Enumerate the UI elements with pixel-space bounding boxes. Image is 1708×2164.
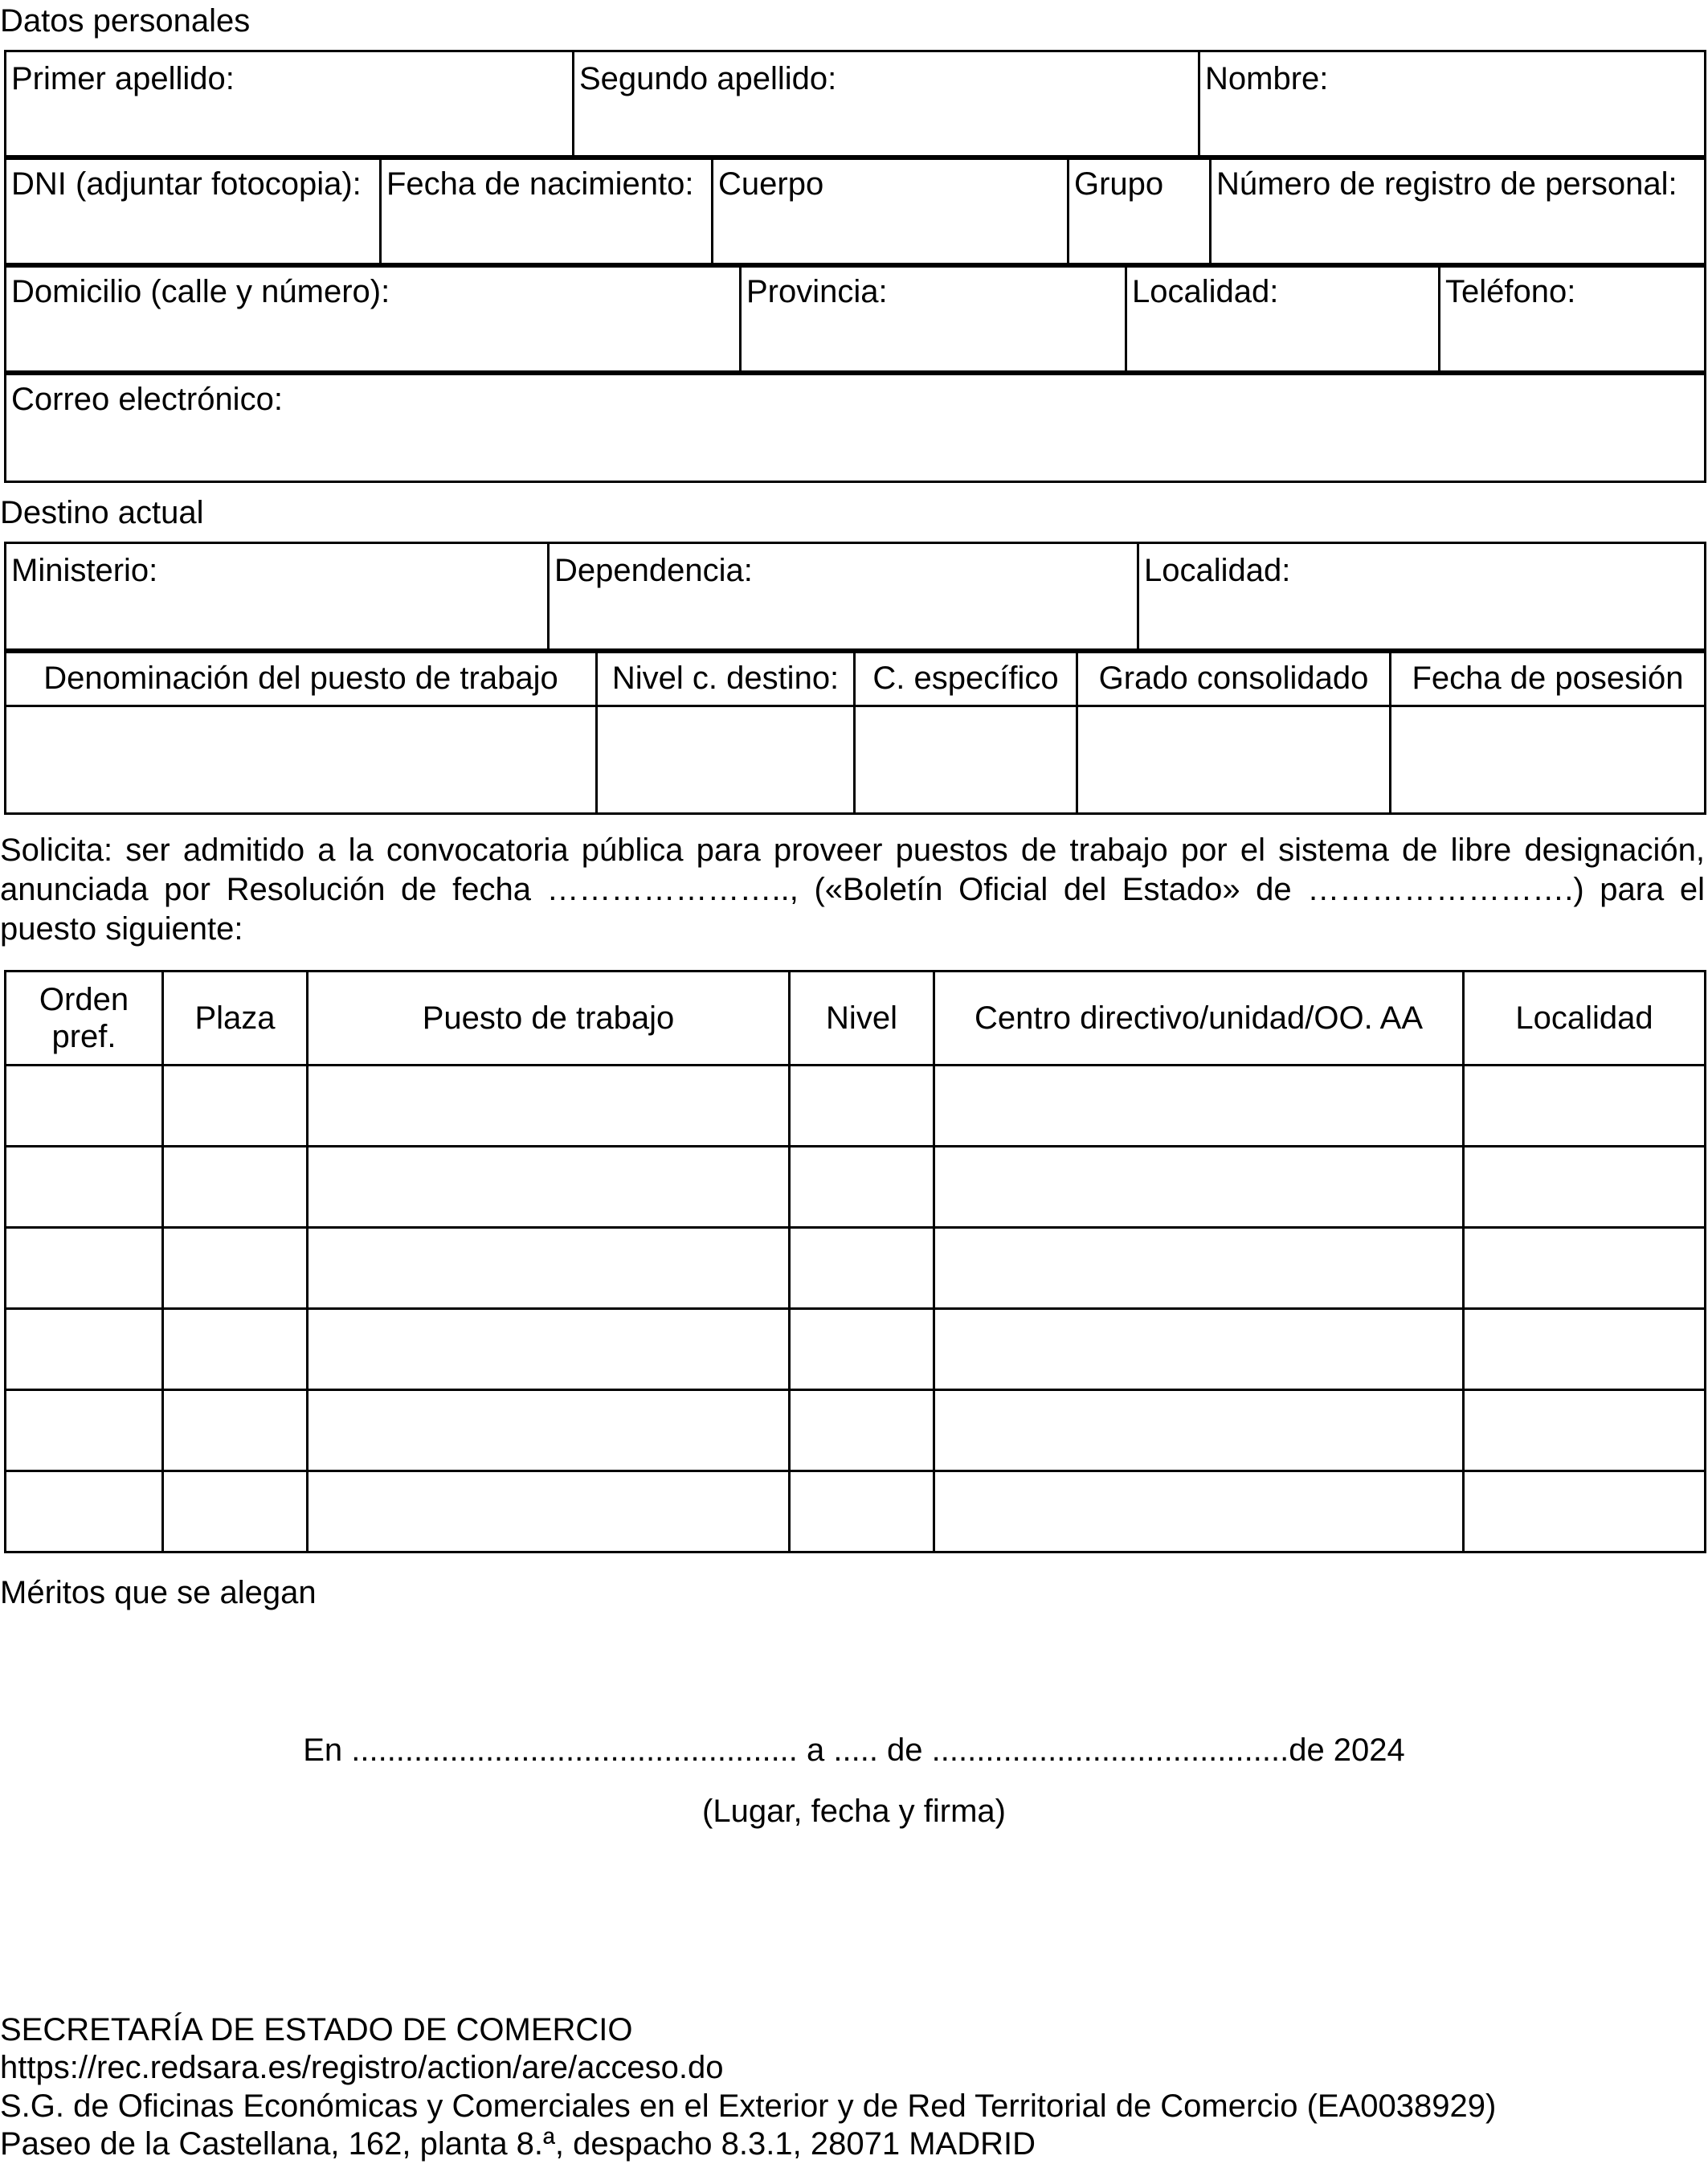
localidad-cell[interactable] xyxy=(1464,1471,1706,1552)
nivel-cell[interactable] xyxy=(790,1309,934,1390)
centro-cell[interactable] xyxy=(934,1390,1464,1471)
orden-cell[interactable] xyxy=(6,1066,163,1147)
plaza-cell[interactable] xyxy=(163,1066,308,1147)
centro-cell[interactable] xyxy=(934,1309,1464,1390)
section-title-destino-actual: Destino actual xyxy=(0,495,204,530)
centro-cell[interactable] xyxy=(934,1147,1464,1228)
puestos-table xyxy=(4,970,1706,1553)
col-nivel: Nivel xyxy=(790,972,934,1066)
nombre-field[interactable] xyxy=(1199,51,1706,159)
plaza-cell[interactable] xyxy=(163,1228,308,1309)
provincia-label: Provincia: xyxy=(746,274,888,309)
puesto-cell[interactable] xyxy=(308,1471,790,1552)
col-puesto: Puesto de trabajo xyxy=(308,972,790,1066)
centro-cell[interactable] xyxy=(934,1228,1464,1309)
col-especifico: C. específico xyxy=(855,650,1077,706)
centro-cell[interactable] xyxy=(934,1471,1464,1552)
datos-personales-row-4 xyxy=(4,370,1706,483)
datos-personales-row-1 xyxy=(4,50,1706,160)
localidad-field[interactable] xyxy=(1126,264,1440,374)
nivel-cell[interactable] xyxy=(790,1471,934,1552)
dependencia-field[interactable] xyxy=(549,543,1138,652)
table-row xyxy=(6,1147,1706,1228)
dni-label: DNI (adjuntar fotocopia): xyxy=(11,166,362,202)
primer-apellido-field[interactable] xyxy=(6,51,574,159)
puesto-cell[interactable] xyxy=(308,1066,790,1147)
puesto-cell[interactable] xyxy=(308,1228,790,1309)
correo-field[interactable] xyxy=(6,372,1706,482)
grupo-field[interactable] xyxy=(1069,157,1211,267)
dni-field[interactable] xyxy=(6,157,381,267)
plaza-cell[interactable] xyxy=(163,1471,308,1552)
footer-organismo: SECRETARÍA DE ESTADO DE COMERCIO xyxy=(0,2012,633,2047)
ministerio-field[interactable] xyxy=(6,543,549,652)
col-fecha-posesion: Fecha de posesión xyxy=(1391,650,1706,706)
nivel-cell[interactable] xyxy=(790,1147,934,1228)
centro-cell[interactable] xyxy=(934,1066,1464,1147)
table-row xyxy=(6,1309,1706,1390)
section-title-datos-personales: Datos personales xyxy=(0,3,251,39)
destino-localidad-label: Localidad: xyxy=(1144,553,1291,588)
nrp-field[interactable] xyxy=(1211,157,1706,267)
segundo-apellido-label: Segundo apellido: xyxy=(579,61,837,96)
puesto-cell[interactable] xyxy=(308,1147,790,1228)
nombre-label: Nombre: xyxy=(1205,61,1329,96)
firma-caption: (Lugar, fecha y firma) xyxy=(702,1794,1006,1829)
col-orden-pref: Orden pref. xyxy=(6,972,163,1066)
plaza-cell[interactable] xyxy=(163,1147,308,1228)
telefono-label: Teléfono: xyxy=(1445,274,1576,309)
orden-cell[interactable] xyxy=(6,1228,163,1309)
destino-localidad-field[interactable] xyxy=(1138,543,1706,652)
especifico-cell[interactable] xyxy=(855,706,1077,814)
segundo-apellido-field[interactable] xyxy=(574,51,1199,159)
plaza-cell[interactable] xyxy=(163,1309,308,1390)
cuerpo-field[interactable] xyxy=(713,157,1069,267)
datos-personales-row-2 xyxy=(4,155,1706,268)
ministerio-label: Ministerio: xyxy=(11,553,158,588)
localidad-cell[interactable] xyxy=(1464,1390,1706,1471)
provincia-field[interactable] xyxy=(741,264,1126,374)
dependencia-label: Dependencia: xyxy=(554,553,753,588)
datos-personales-row-3 xyxy=(4,263,1706,375)
table-row xyxy=(6,1228,1706,1309)
grado-cell[interactable] xyxy=(1077,706,1391,814)
domicilio-label: Domicilio (calle y número): xyxy=(11,274,390,309)
correo-label: Correo electrónico: xyxy=(11,382,283,417)
domicilio-field[interactable] xyxy=(6,264,741,374)
col-centro: Centro directivo/unidad/OO. AA xyxy=(934,972,1464,1066)
fecha-nacimiento-label: Fecha de nacimiento: xyxy=(386,166,694,202)
fecha-nacimiento-field[interactable] xyxy=(381,157,713,267)
nivel-cell[interactable] xyxy=(790,1066,934,1147)
orden-cell[interactable] xyxy=(6,1147,163,1228)
firma-line: En .................................................. a ..... de ........................................de 2024 xyxy=(303,1732,1405,1768)
col-grado: Grado consolidado xyxy=(1077,650,1391,706)
localidad-cell[interactable] xyxy=(1464,1228,1706,1309)
localidad-cell[interactable] xyxy=(1464,1066,1706,1147)
grupo-label: Grupo xyxy=(1074,166,1164,202)
col-nivel-destino: Nivel c. destino: xyxy=(597,650,855,706)
puesto-cell[interactable] xyxy=(308,1390,790,1471)
solicita-paragraph: Solicita: ser admitido a la convocatoria pública para proveer puestos de trabajo por el sistema de libre designación, anunciada por Resolución de fecha ………………….., («Boletín Oficial del Estado» de …………………….) para el puesto siguiente: xyxy=(0,832,1705,947)
destino-actual-row-1 xyxy=(4,542,1706,653)
col-denominacion: Denominación del puesto de trabajo xyxy=(6,650,597,706)
localidad-cell[interactable] xyxy=(1464,1309,1706,1390)
fecha-posesion-cell[interactable] xyxy=(1391,706,1706,814)
puesto-cell[interactable] xyxy=(308,1309,790,1390)
nivel-destino-cell[interactable] xyxy=(597,706,855,814)
nivel-cell[interactable] xyxy=(790,1228,934,1309)
denominacion-cell[interactable] xyxy=(6,706,597,814)
table-row xyxy=(6,1390,1706,1471)
table-row xyxy=(6,1066,1706,1147)
col-plaza: Plaza xyxy=(163,972,308,1066)
orden-cell[interactable] xyxy=(6,1309,163,1390)
orden-cell[interactable] xyxy=(6,1390,163,1471)
footer-direccion: Paseo de la Castellana, 162, planta 8.ª, despacho 8.3.1, 28071 MADRID xyxy=(0,2126,1036,2162)
destino-actual-puesto-table xyxy=(4,648,1706,815)
footer-url[interactable]: https://rec.redsara.es/registro/action/are/acceso.do xyxy=(0,2050,724,2085)
section-title-meritos: Méritos que se alegan xyxy=(0,1575,317,1610)
nrp-label: Número de registro de personal: xyxy=(1216,166,1677,202)
localidad-cell[interactable] xyxy=(1464,1147,1706,1228)
primer-apellido-label: Primer apellido: xyxy=(11,61,235,96)
localidad-label: Localidad: xyxy=(1132,274,1279,309)
plaza-cell[interactable] xyxy=(163,1390,308,1471)
cuerpo-label: Cuerpo xyxy=(718,166,824,202)
nivel-cell[interactable] xyxy=(790,1390,934,1471)
footer-subdireccion: S.G. de Oficinas Económicas y Comerciales en el Exterior y de Red Territorial de Comercio (EA0038929) xyxy=(0,2088,1497,2124)
col-localidad: Localidad xyxy=(1464,972,1706,1066)
orden-cell[interactable] xyxy=(6,1471,163,1552)
table-row xyxy=(6,1471,1706,1552)
telefono-field[interactable] xyxy=(1440,264,1706,374)
